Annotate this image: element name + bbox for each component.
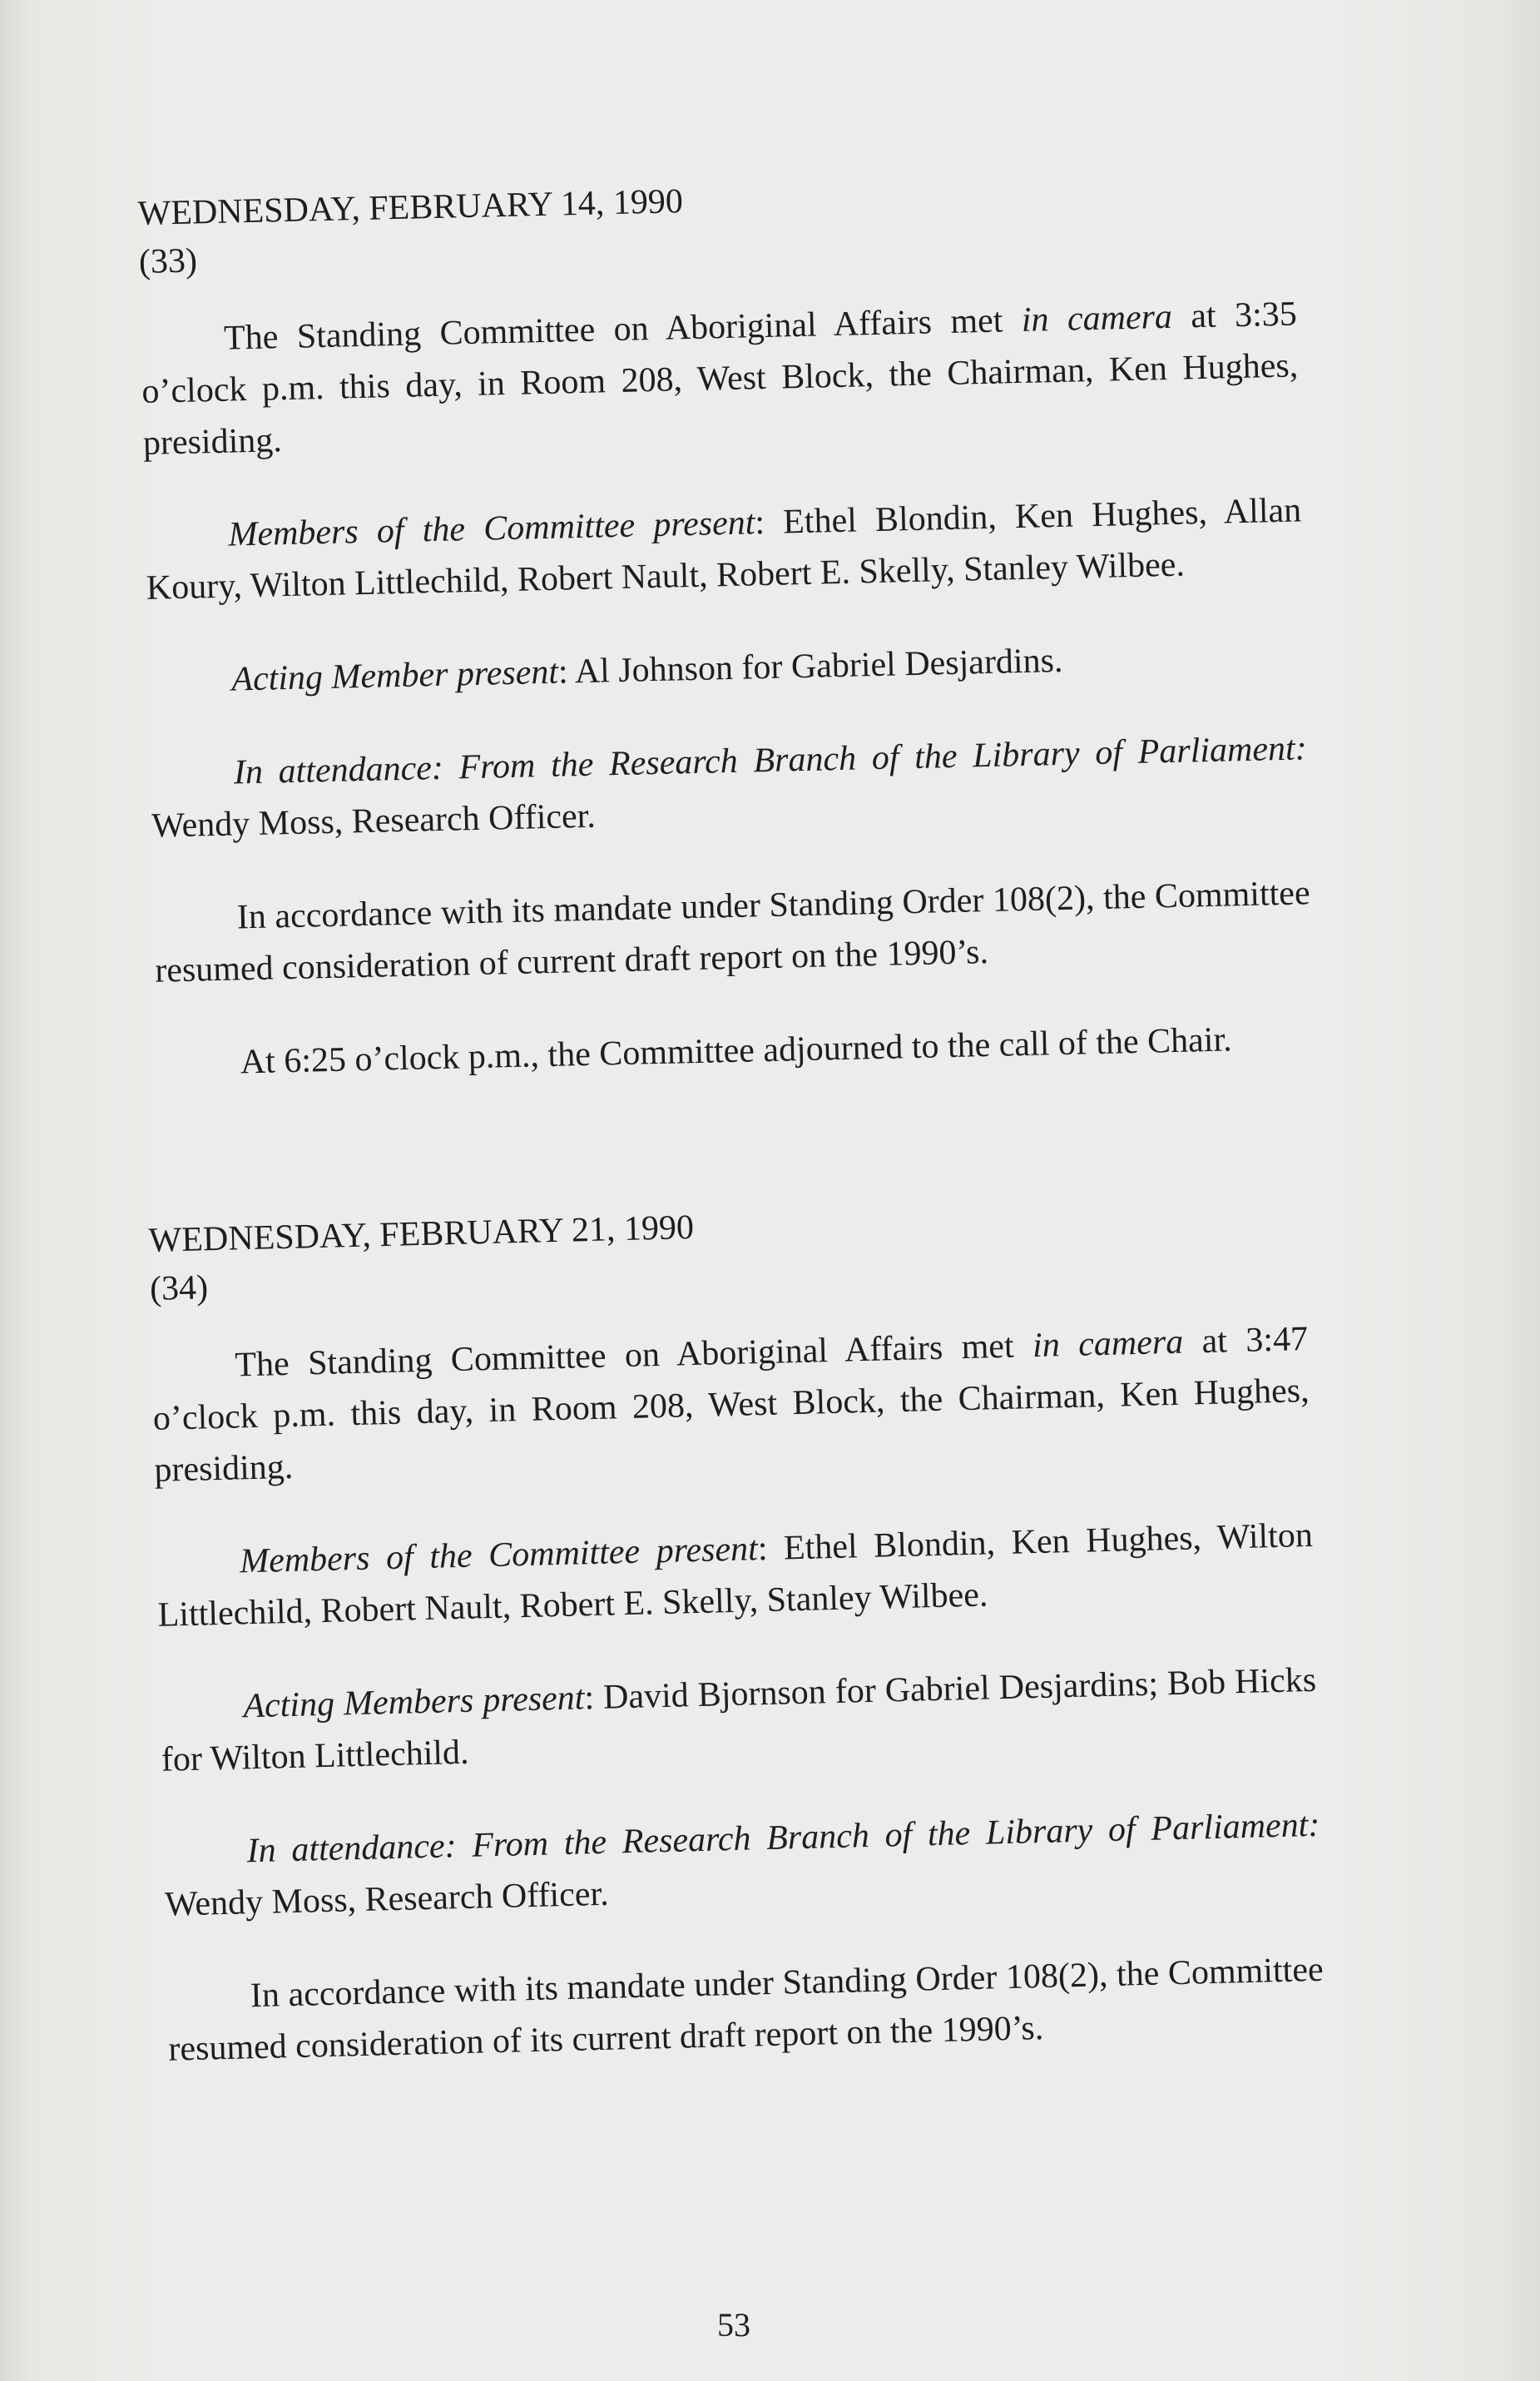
members-list: : Ethel Blondin, Ken Hughes, Allan Koury, Wilton Littlechild, Robert Nault, Robert E. Skelly, Stanley Wilbee. [146,491,1302,608]
meeting-33 [137,163,1314,1089]
members-list: : Ethel Blondin, Ken Hughes, Wilton Littlechild, Robert Nault, Robert E. Skelly, Stanley Wilbee. [157,1515,1314,1634]
meeting-number: (34) [149,1268,209,1308]
opening-paragraph [140,288,1300,469]
opening-paragraph [151,1313,1311,1496]
members-label: Members of the Committee present [239,1530,759,1581]
attendance-text: Wendy Moss, Research Officer. [151,796,597,846]
opening-text: The Standing Committee on Aboriginal Affairs met [223,300,1023,358]
meeting-34 [148,1188,1325,2076]
meeting-date: WEDNESDAY, FEBRUARY 21, 1990 [148,1208,695,1260]
meeting-date: WEDNESDAY, FEBRUARY 14, 1990 [137,182,684,233]
acting-member-text: : Al Johnson for Gabriel Desjardins. [557,641,1063,692]
attendance-label: In attendance [233,749,433,792]
mandate-paragraph: In accordance with its mandate under Standing Order 108(2), the Committee resumed consideration of current draft report on the 1990’s. [154,874,1311,990]
page-number: 53 [717,2306,750,2344]
mandate-paragraph: In accordance with its mandate under Standing Order 108(2), the Committee resumed consideration of its current draft report on the 1990’s. [167,1950,1325,2069]
meeting-number: (33) [138,241,198,281]
attendance-source: : From the Research Branch of the Library of Parliament: [431,729,1308,788]
in-camera-text: in camera [1021,297,1173,340]
attendance-source: : From the Research Branch of the Library of Parliament: [444,1805,1320,1866]
opening-text-rest: at 3:47 o’clock p.m. this day, in Room 208, West Block, the Chairman, Ken Hughes, presiding. [152,1319,1310,1490]
adjournment-paragraph: At 6:25 o’clock p.m., the Committee adjourned to the call of the Chair. [240,1020,1233,1082]
acting-members-label: Acting Members present [242,1679,585,1726]
members-label: Members of the Committee present [227,503,755,554]
attendance-label: In attendance [246,1827,446,1871]
opening-text: The Standing Committee on Aboriginal Affairs met [234,1327,1033,1385]
in-camera-text: in camera [1032,1322,1184,1366]
attendance-text: Wendy Moss, Research Officer. [164,1874,610,1924]
acting-member-label: Acting Member present [230,652,559,699]
acting-members-text: : David Bjornson for Gabriel Desjardins; Bob Hicks for Wilton Littlechild. [161,1660,1317,1779]
opening-text-rest: at 3:35 o’clock p.m. this day, in Room 208, West Block, the Chairman, Ken Hughes, presiding. [141,295,1299,463]
